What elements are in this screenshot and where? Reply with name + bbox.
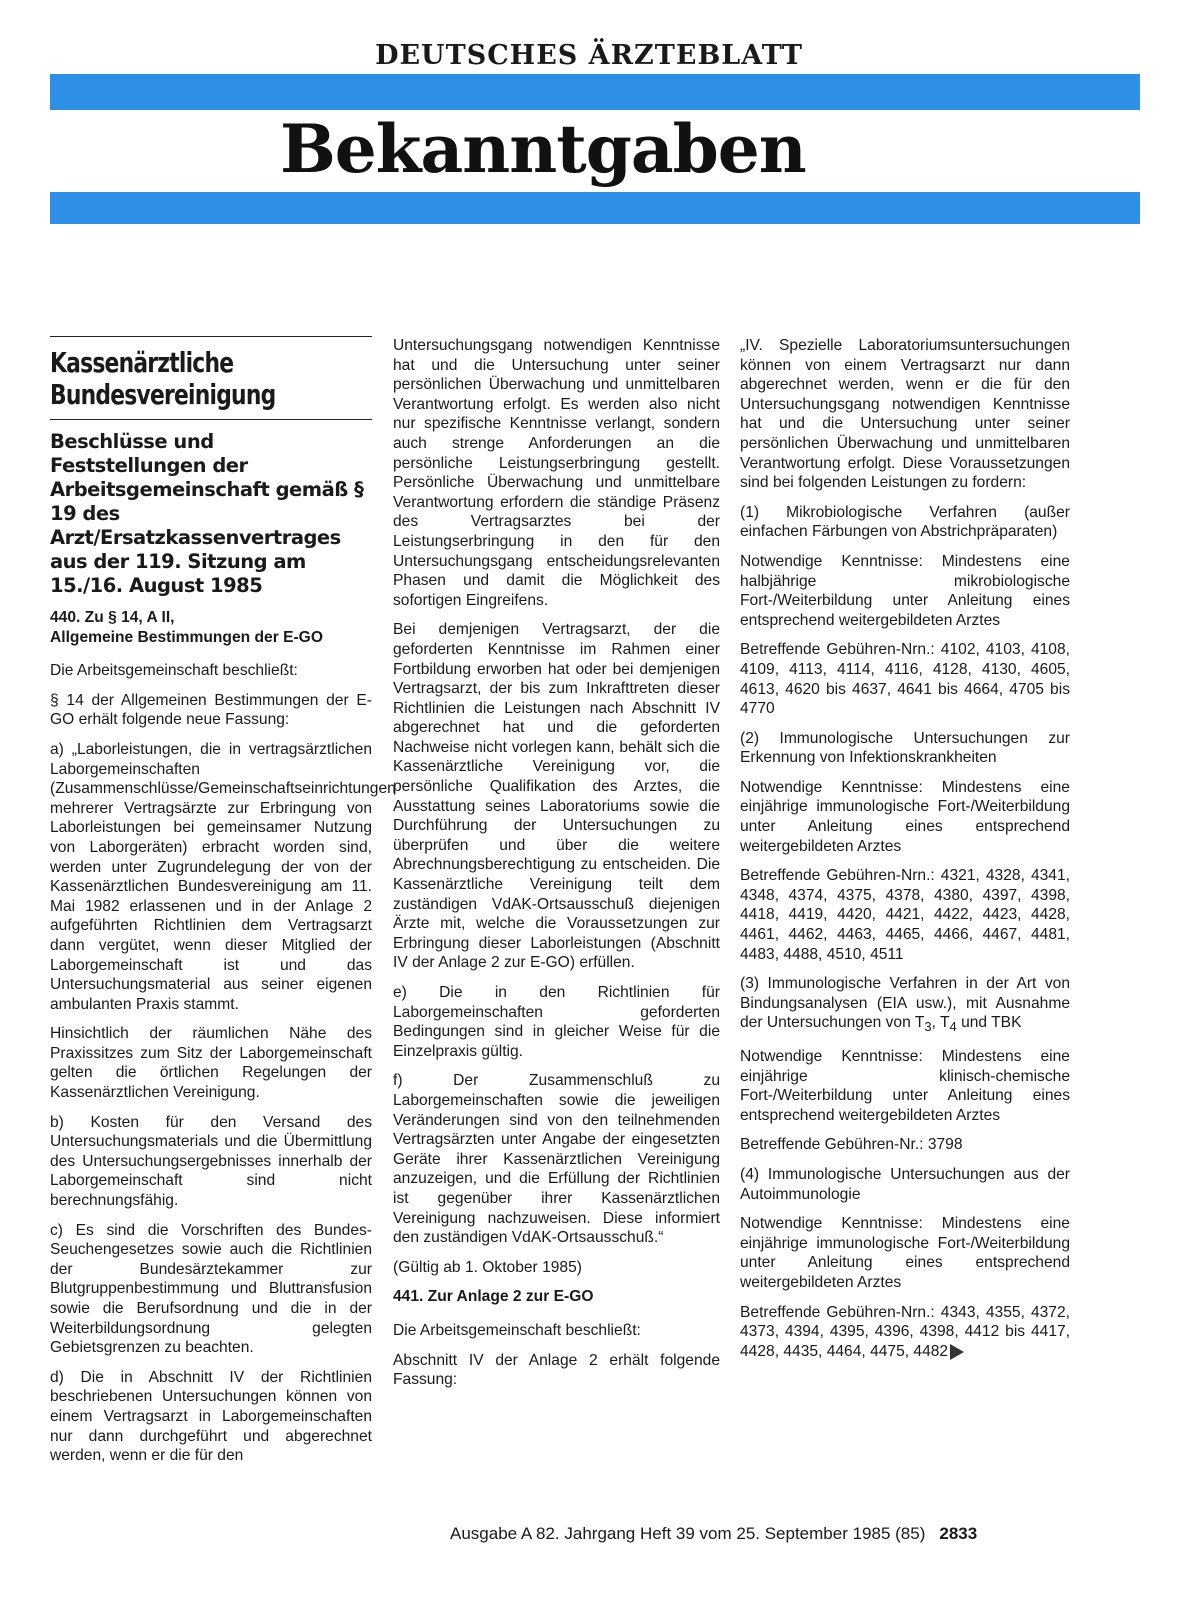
paragraph: Die Arbeitsgemeinschaft beschließt: xyxy=(50,662,298,680)
paragraph: c) Es sind die Vorschriften des Bundes-Seuchengesetzes sowie auch die Richtlinien der Bundesärztekammer zur Blutgruppenbestimmung und Bluttransfusion sowie die Berufsordnung und die in der Weiterbildungsordnung gelegten Gebietsgrenzen zu beachten. xyxy=(50,1221,372,1357)
paragraph: Die Arbeitsgemeinschaft beschließt: xyxy=(393,1321,641,1339)
paragraph: Notwendige Kenntnisse: Mindestens eine einjährige immunologische Fort-/Weiterbildung unter Anleitung eines entsprechend weitergebildeten Arztes xyxy=(740,1215,1070,1292)
item-441-heading: 441. Zur Anlage 2 zur E-GO xyxy=(393,1288,594,1306)
subscript: 4 xyxy=(949,1019,957,1035)
paragraph: (2) Immunologische Untersuchungen zur Erkennung von Infektionskrankheiten xyxy=(740,729,1070,767)
subscript: 3 xyxy=(924,1019,932,1035)
paragraph: (Gültig ab 1. Oktober 1985) xyxy=(393,1258,582,1276)
paragraph: Notwendige Kenntnisse: Mindestens eine einjährige klinisch-chemische Fort-/Weiterbildung unter Anleitung eines entsprechend weitergebildeten Arztes xyxy=(740,1048,1070,1124)
paragraph: Untersuchungsgang notwendigen Kenntnisse hat und die Untersuchung unter seiner persönlichen Überwachung und unmittelbaren Verantwortung erfolgt. Es werden also nicht nur spezifische Kenntnisse verlangt, sondern auch strenge Anforderungen an die persönliche Leistungserbringung gestellt. Persönliche Überwachung und unmittelbare Verantwortung erfordern die ständige Präsenz des Vertragsarztes bei der Leistungserbringung in den für den Untersuchungsgang entscheidungsrelevanten Phasen und damit die Möglichkeit des sofortigen Eingreifens. xyxy=(393,337,720,609)
paragraph: (4) Immunologische Untersuchungen aus der Autoimmunologie xyxy=(740,1166,1070,1203)
divider xyxy=(50,419,372,420)
issue-info: Ausgabe A 82. Jahrgang Heft 39 vom 25. September 1985 (85) xyxy=(450,1524,926,1543)
header-band-bottom xyxy=(50,192,1140,224)
paragraph: Notwendige Kenntnisse: Mindestens eine einjährige immunologische Fort-/Weiterbildung unter Anleitung eines entsprechend weitergebildeten Arztes xyxy=(740,778,1070,855)
paragraph xyxy=(740,1303,1070,1362)
page-number: 2833 xyxy=(939,1524,978,1543)
item-440-number: 440. Zu § 14, A II, xyxy=(50,609,175,626)
column-2 xyxy=(393,336,720,1400)
paragraph: f) Der Zusammenschluß zu Laborgemeinschaften sowie die jeweiligen Veränderungen sind von den teilnehmenden Vertragsärzten unter Angabe der eingesetzten Geräte ihrer Kassenärztlichen Vereinigung anzuzeigen, und die Erfüllung der Richtlinien ist gegenüber ihrer Kassenärztlichen Vereinigung nachzuweisen. Diese informiert den zuständigen VdAK-Ortsausschuß.“ xyxy=(393,1072,720,1247)
paragraph: „IV. Spezielle Laboratoriumsuntersuchungen können von einem Vertragsarzt nur dann abgerechnet werden, wenn er die für den Untersuchungsgang notwendigen Kenntnisse hat und die Untersuchung unter seiner persönlichen Überwachung und unmittelbaren Verantwortung erfolgt. Diese Voraussetzungen sind bei folgenden Leistungen zu fordern: xyxy=(740,337,1070,492)
header-band-top xyxy=(50,74,1140,110)
continue-arrow-icon xyxy=(950,1344,964,1360)
section-title: Bekanntgaben xyxy=(280,110,806,188)
column-1 xyxy=(50,336,396,1476)
column-3 xyxy=(740,336,1070,1371)
paragraph: a) „Laborleistungen, die in vertragsärztlichen Laborgemeinschaften (Zusammenschlüsse/Gemeinschaftseinrichtungen mehrerer Vertragsärzte zur Erbringung von Laborleistungen bei gemeinsamer Nutzung von Laborgeräten) erbracht worden sind, werden unter Zugrundelegung der von der Kassenärztlichen Bundesvereinigung am 11. Mai 1982 erlassenen und in der Anlage 2 aufgeführten Richtlinien dem Vertragsarzt dann vergütet, wenn dieser Mitglied der Laborgemeinschaft ist und das Untersuchungsmaterial aus seiner eigenen ambulanten Praxis stammt. xyxy=(50,740,396,1013)
paragraph: d) Die in Abschnitt IV der Richtlinien beschriebenen Untersuchungen können von einem Vertragsarzt in Laborgemeinschaften nur dann durchgeführt und abgerechnet werden, wenn er die für den xyxy=(50,1368,372,1465)
paragraph: § 14 der Allgemeinen Bestimmungen der E-GO erhält folgende neue Fassung: xyxy=(50,691,372,729)
paragraph: Bei demjenigen Vertragsarzt, der die geforderten Kenntnisse im Rahmen einer Fortbildung erworben hat oder bei demjenigen Vertragsarzt, der bis zum Inkrafttreten dieser Richtlinien die Leistungen nach Abschnitt IV abgerechnet hat und die geforderten Nachweise nicht vorlegen kann, behält sich die Kassenärztliche Vereinigung vor, die persönliche Qualifikation des Arztes, die Ausstattung seines Laboratoriums sowie die Durchführung der Untersuchungen zu überprüfen und über die weitere Abrechnungsberechtigung zu entscheiden. Die Kassenärztliche Vereinigung teilt dem zuständigen VdAK-Ortsausschuß diejenigen Ärzte mit, welche die Voraussetzungen zur Erbringung dieser Laborleistungen (Abschnitt IV der Anlage 2 zur E-GO) erfüllen. xyxy=(393,621,720,972)
article-title: Beschlüsse und Feststellungen der Arbeitsgemeinschaft gemäß § 19 des Arzt/Ersatzkassenvertrages aus der 119. Sitzung am 15./16. August 1985 xyxy=(50,430,364,597)
paragraph xyxy=(740,974,1070,1037)
organization-heading: Kassenärztliche Bundesvereinigung xyxy=(50,346,276,411)
paragraph: Betreffende Gebühren-Nr.: 3798 xyxy=(740,1136,963,1154)
paragraph: Abschnitt IV der Anlage 2 erhält folgende Fassung: xyxy=(393,1351,720,1389)
item-440-subject: Allgemeine Bestimmungen der E-GO xyxy=(50,628,323,646)
paragraph: e) Die in den Richtlinien für Laborgemeinschaften geforderten Bedingungen sind in gleicher Weise für die Einzelpraxis gültig. xyxy=(393,984,720,1060)
paragraph: Notwendige Kenntnisse: Mindestens eine halbjährige mikrobiologische Fort-/Weiterbildung unter Anleitung eines entsprechend weitergebildeten Arztes xyxy=(740,552,1070,629)
masthead: DEUTSCHES ÄRZTEBLATT xyxy=(375,40,803,71)
paragraph: Hinsichtlich der räumlichen Nähe des Praxissitzes zum Sitz der Laborgemeinschaft gelten die örtlichen Regelungen der Kassenärztlichen Vereinigung. xyxy=(50,1025,372,1102)
paragraph: b) Kosten für den Versand des Untersuchungsmaterials und die Übermittlung des Untersuchungsergebnisses innerhalb der Laborgemeinschaft sind nicht berechnungsfähig. xyxy=(50,1113,372,1210)
text: (3) Immunologische Verfahren in der Art von Bindungsanalysen (EIA usw.), mit Ausnahme der Untersuchungen von T xyxy=(740,975,1070,1032)
paragraph: Betreffende Gebühren-Nrn.: 4102, 4103, 4108, 4109, 4113, 4114, 4116, 4128, 4130, 4605, 4613, 4620 bis 4637, 4641 bis 4664, 4705 bis 4770 xyxy=(740,641,1070,718)
text: , T xyxy=(931,1014,950,1032)
paragraph: (1) Mikrobiologische Verfahren (außer einfachen Färbungen von Abstrichpräparaten) xyxy=(740,503,1070,541)
text: und TBK xyxy=(956,1014,1022,1032)
item-440-heading xyxy=(50,608,372,647)
divider xyxy=(50,336,372,337)
page-footer xyxy=(450,1524,977,1544)
paragraph: Betreffende Gebühren-Nrn.: 4321, 4328, 4341, 4348, 4374, 4375, 4378, 4380, 4397, 4398, 4418, 4419, 4420, 4421, 4422, 4423, 4428, 4461, 4462, 4463, 4465, 4466, 4467, 4481, 4483, 4488, 4510, 4511 xyxy=(740,867,1070,963)
text: Betreffende Gebühren-Nrn.: 4343, 4355, 4372, 4373, 4394, 4395, 4396, 4398, 4412 bis 4417, 4428, 4435, 4464, 4475, 4482 xyxy=(740,1303,1070,1360)
